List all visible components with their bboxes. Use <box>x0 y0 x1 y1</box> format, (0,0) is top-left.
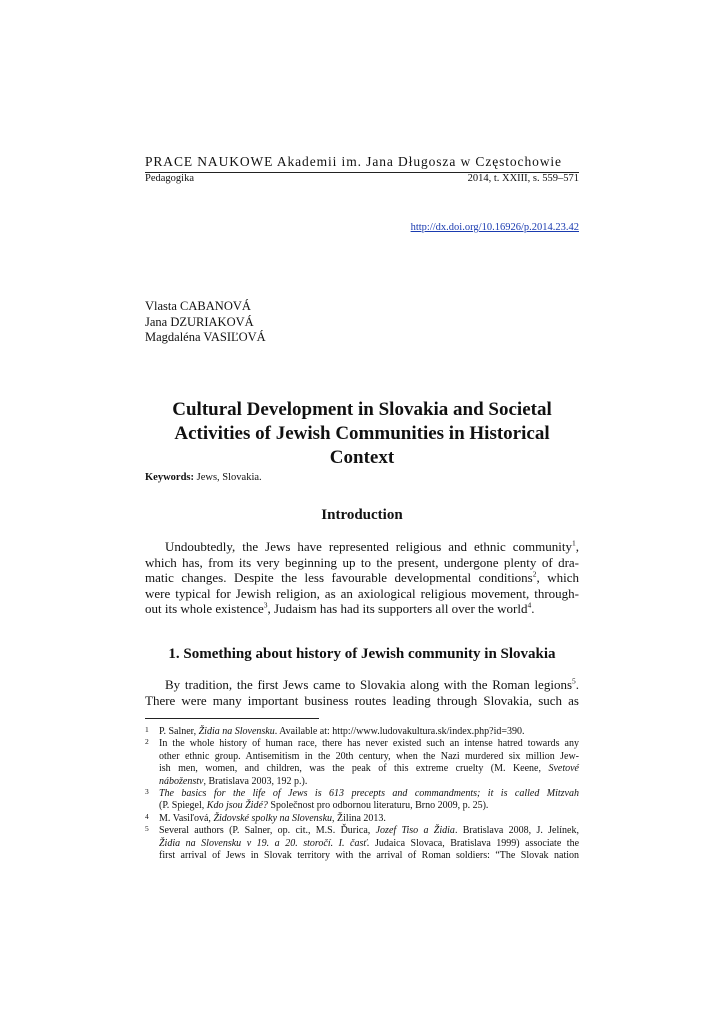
text-run: Společnost pro odbornou literaturu, Brno 2009, p. 25). <box>267 800 489 812</box>
text-run: M. Vasiľová, <box>159 812 214 824</box>
text-run: Several authors (P. Salner, op. cit., M.S. Ďurica, <box>159 825 376 837</box>
author-name: Jana DZURIAKOVÁ <box>145 314 254 329</box>
text-run: ish men, women, and children, was the peak of this extreme cruelty (M. Keene, <box>159 763 549 775</box>
text-line <box>159 838 579 850</box>
footnote-number: 1 <box>145 725 149 734</box>
text-run: Svetové <box>548 763 579 775</box>
footnote-number: 2 <box>145 737 149 747</box>
footnote <box>145 825 579 862</box>
footnote-number: 5 <box>145 824 149 834</box>
text-line: first arrival of Jews in Slovak territory with the arrival of Roman soldiers: “The Slovak nation <box>159 850 579 862</box>
text-run: out its whole existence <box>145 601 264 616</box>
footnote-ref[interactable]: 1 <box>572 538 576 548</box>
footnote-ref[interactable]: 2 <box>532 569 537 579</box>
text-run: . <box>531 601 535 616</box>
text-run: náboženstv <box>159 775 204 787</box>
introduction-paragraph <box>145 539 579 617</box>
text-line <box>159 825 579 837</box>
keywords-label: Keywords: <box>145 472 194 483</box>
text-run: Undoubtedly, the Jews have represented religious and ethnic community <box>165 539 572 554</box>
doi-link[interactable]: http://dx.doi.org/10.16926/p.2014.23.42 <box>410 222 579 233</box>
journal-volume: 2014, t. XXIII, s. 559–571 <box>467 173 579 184</box>
text-run: , Bratislava 2003, 192 p.). <box>203 775 308 787</box>
paper-title-line: Cultural Development in Slovakia and Societal <box>172 399 552 420</box>
text-line <box>159 726 579 738</box>
text-run: (P. Spiegel, <box>159 800 207 812</box>
introduction-heading: Introduction <box>321 507 403 523</box>
text-line <box>145 601 579 617</box>
text-run: Kdo jsou Židé? <box>206 800 268 812</box>
text-line: were typical for Jewish religion, as an axiological religious movement, through- <box>145 585 579 601</box>
text-line <box>159 788 579 800</box>
footnote <box>145 788 579 813</box>
text-line: In the whole history of human race, there has never existed such an intense hatred towards any <box>159 738 579 750</box>
text-run: , <box>575 539 579 554</box>
footnote <box>145 738 579 788</box>
text-line <box>159 813 579 825</box>
author-name: Magdaléna VASIĽOVÁ <box>145 330 266 344</box>
keywords-value: Jews, Slovakia. <box>196 472 262 483</box>
paper-title <box>145 398 579 470</box>
footnotes <box>145 726 579 862</box>
section-1-heading: 1. Something about history of Jewish community in Slovakia <box>168 646 556 662</box>
section-1-paragraph <box>145 677 579 708</box>
paper-title-line: Activities of Jewish Communities in Historical Context <box>174 423 550 468</box>
text-line <box>159 776 579 788</box>
text-run: The basics for the life of Jews is 613 precepts and commandments; it is called Mitzvah <box>159 788 579 800</box>
text-run: matic changes. Despite the less favourable developmental conditions <box>145 570 533 585</box>
journal-series: Pedagogika <box>145 173 194 184</box>
text-line <box>159 800 579 812</box>
text-run: Židia na Slovensku <box>198 726 275 737</box>
text-line <box>145 570 579 586</box>
author-list <box>145 299 266 346</box>
text-run: . Available at: http://www.ludovakultura.sk/index.php?id=390. <box>274 726 525 737</box>
footnote-ref[interactable]: 3 <box>263 600 268 610</box>
journal-title: PRACE NAUKOWE Akademii im. Jana Długosza w Częstochowie <box>145 154 562 169</box>
text-run: , which <box>536 570 580 585</box>
text-run: . <box>575 677 579 692</box>
footnote-number: 4 <box>145 811 149 821</box>
author-name: Vlasta CABANOVÁ <box>145 299 251 313</box>
footnote-number: 3 <box>145 787 149 797</box>
text-run: , Žilina 2013. <box>332 812 386 824</box>
footnote <box>145 726 579 738</box>
text-run: Židovské spolky na Slovensku <box>213 812 333 824</box>
text-line: There were many important business routes leading through Slovakia, such as <box>145 692 579 708</box>
text-line <box>145 539 579 555</box>
text-run: Židia na Slovensku v 19. a 20. storočí. I. časť. <box>159 837 370 849</box>
keywords <box>145 472 262 483</box>
text-line: other ethnic group. Antisemitism in the 20th century, when the Nazi murdered six million Jew- <box>159 750 579 762</box>
text-run: . Bratislava 2008, J. Jelínek, <box>454 825 579 837</box>
text-line: which has, from its very beginning up to the present, undergone plenty of dra- <box>145 554 579 570</box>
text-run: Judaica Slovaca, Bratislava 1999) associate the <box>369 837 580 849</box>
footnote-rule <box>145 718 319 719</box>
paper-page <box>145 0 579 1024</box>
text-line <box>159 763 579 775</box>
text-run: P. Salner, <box>159 726 199 737</box>
text-run: Jozef Tiso a Židia <box>375 825 455 837</box>
text-line <box>145 677 579 693</box>
footnote <box>145 813 579 825</box>
footnote-ref[interactable]: 4 <box>527 600 532 610</box>
text-run: , Judaism has had its supporters all over the world <box>267 601 528 616</box>
footnote-ref[interactable]: 5 <box>572 676 576 686</box>
text-run: By tradition, the first Jews came to Slovakia along with the Roman legions <box>165 677 572 692</box>
